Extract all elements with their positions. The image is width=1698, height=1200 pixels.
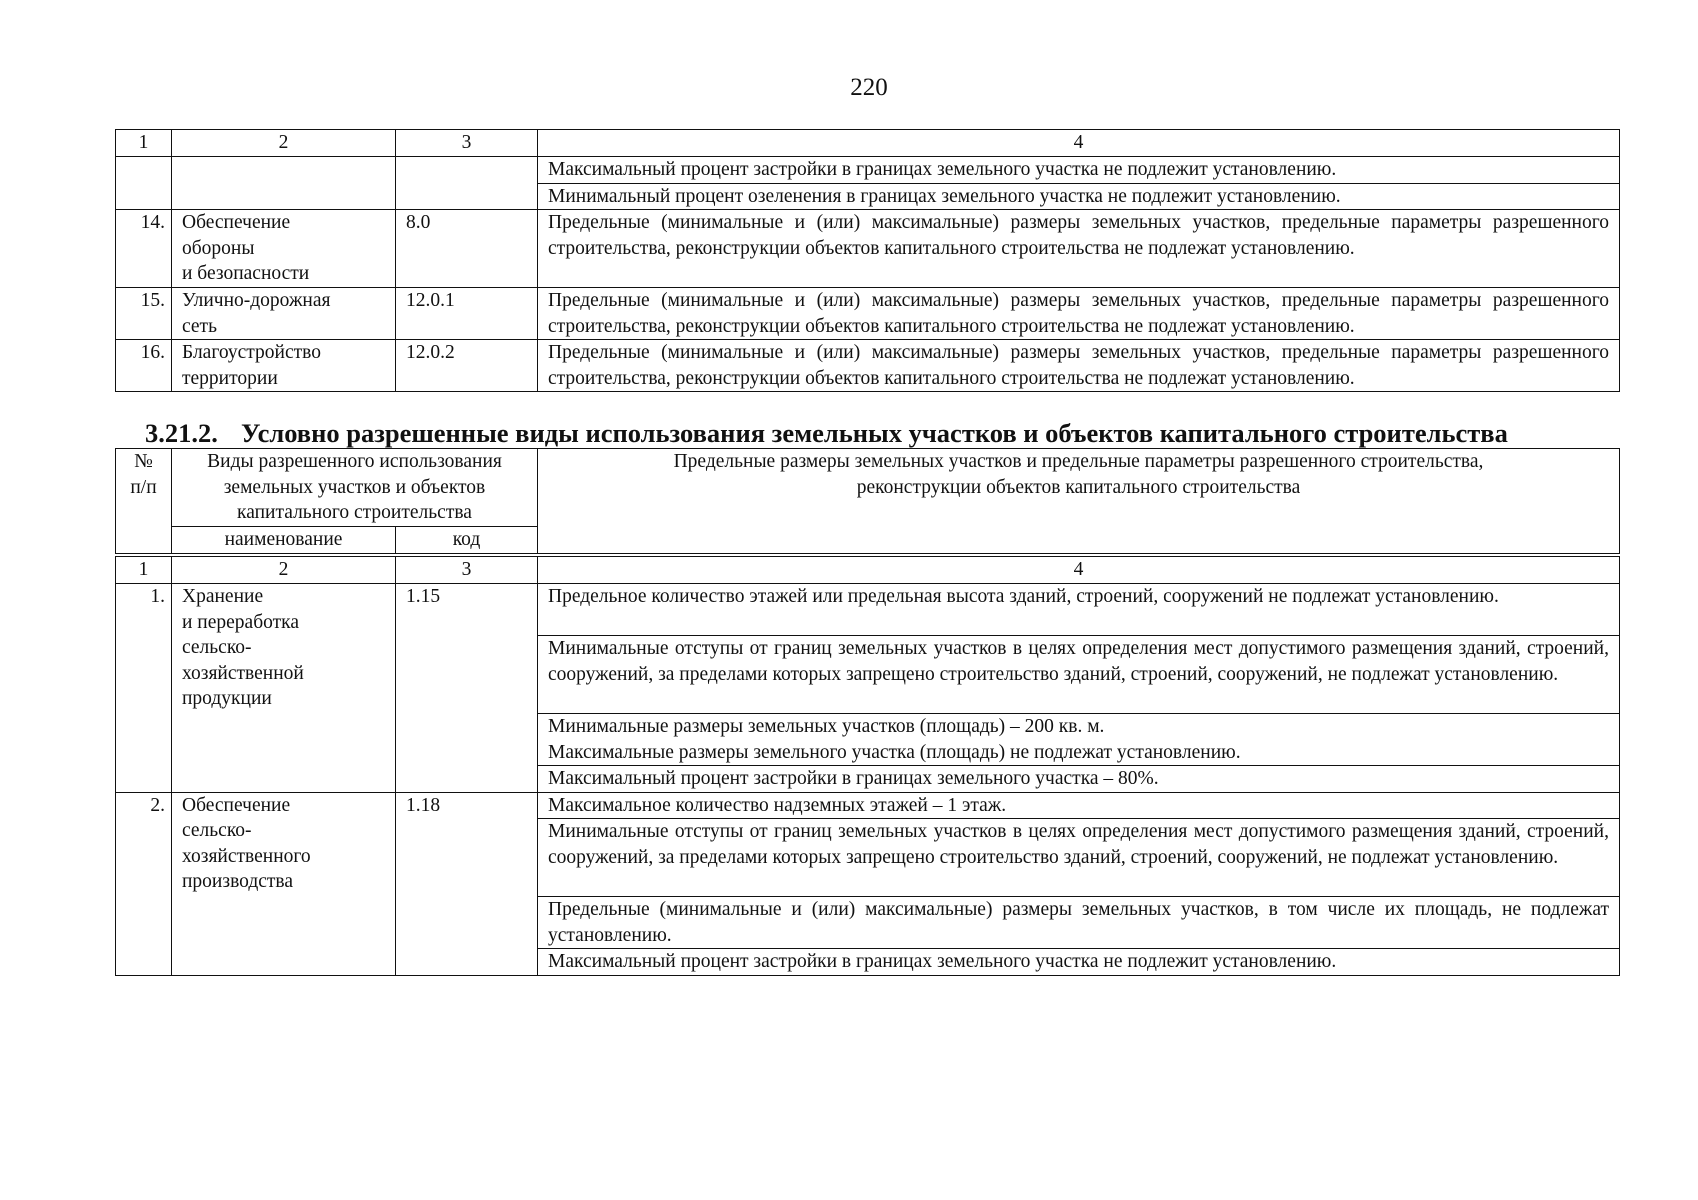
name-line: продукции	[182, 688, 272, 709]
section-heading	[145, 418, 1620, 448]
row-code: 1.15	[396, 584, 538, 793]
row-number: 15.	[116, 288, 172, 340]
table-row	[116, 288, 1620, 340]
row-number: 16.	[116, 340, 172, 392]
name-line: и переработка	[182, 611, 299, 633]
row-name	[172, 584, 396, 793]
param-cell: Предельные (минимальные и (или) максимальные) размеры земельных участков, в том числе их площадь, не подлежат установлению.	[538, 897, 1620, 949]
name-line: сельско-	[182, 637, 252, 658]
param-cell: Минимальный процент озеленения в границах земельного участка не подлежит установлению.	[538, 183, 1620, 210]
header-number	[116, 449, 172, 554]
table-row	[116, 792, 1620, 819]
col-header-1: 1	[116, 130, 172, 157]
param-cell: Максимальный процент застройки в границах земельного участка не подлежит установлению.	[538, 949, 1620, 976]
column-number-row	[116, 557, 1620, 584]
param-cell	[538, 714, 1620, 766]
name-line: Благоустройство	[182, 342, 321, 363]
param-cell: Предельные (минимальные и (или) максимальные) размеры земельных участков, предельные параметры разрешенного строительства, реконструкции объектов капитального строительства не подлежат установлению.	[538, 210, 1620, 288]
col-header-4: 4	[538, 557, 1620, 584]
header-line: №	[134, 451, 153, 472]
param-cell: Максимальный процент застройки в границах земельного участка – 80%.	[538, 766, 1620, 793]
param-line: Минимальные размеры земельных участков (площадь) – 200 кв. м.	[548, 716, 1105, 737]
table-row	[116, 340, 1620, 392]
name-line: Обеспечение	[182, 794, 291, 816]
col-header-3: 3	[396, 130, 538, 157]
row-number-cell	[116, 157, 172, 210]
col-header-3: 3	[396, 557, 538, 584]
param-cell: Минимальные отступы от границ земельных участков в целях определения мест допустимого размещения зданий, строений, сооружений, за пределами которых запрещено строительство зданий, строений, сооружений, не подлежат установлению.	[538, 636, 1620, 714]
row-name	[172, 340, 396, 392]
header-line: п/п	[130, 476, 157, 498]
row-code: 12.0.1	[396, 288, 538, 340]
table-row	[116, 210, 1620, 288]
name-line: обороны	[182, 237, 255, 259]
row-code-cell	[396, 157, 538, 210]
name-line: сельско-	[182, 820, 252, 841]
name-line: производства	[182, 871, 294, 892]
bottom-table-header	[115, 448, 1620, 554]
name-line: хозяйственного	[182, 845, 311, 867]
row-name	[172, 288, 396, 340]
header-line: Виды разрешенного использования	[207, 451, 502, 472]
table-row	[116, 157, 1620, 184]
name-line: Улично-дорожная	[182, 290, 331, 311]
row-number: 1.	[116, 584, 172, 793]
header-name: наименование	[172, 527, 396, 554]
name-line: хозяйственной	[182, 662, 304, 684]
param-cell: Предельные (минимальные и (или) максимальные) размеры земельных участков, предельные параметры разрешенного строительства, реконструкции объектов капитального строительства не подлежат установлению.	[538, 340, 1620, 392]
param-cell: Предельное количество этажей или предельная высота зданий, строений, сооружений не подлежат установлению.	[538, 584, 1620, 636]
param-cell: Максимальное количество надземных этажей – 1 этаж.	[538, 792, 1620, 819]
page-number: 220	[850, 74, 888, 101]
row-code: 1.18	[396, 792, 538, 975]
row-code: 8.0	[396, 210, 538, 288]
bottom-table	[115, 556, 1620, 976]
col-header-1: 1	[116, 557, 172, 584]
header-line: земельных участков и объектов	[223, 476, 486, 498]
param-line: Максимальные размеры земельного участка (площадь) не подлежат установлению.	[548, 741, 1241, 763]
row-number: 2.	[116, 792, 172, 975]
param-cell: Максимальный процент застройки в границах земельного участка не подлежит установлению.	[538, 157, 1620, 184]
name-line: Хранение	[182, 586, 264, 607]
row-name-cell	[172, 157, 396, 210]
section-title: Условно разрешенные виды использования земельных участков и объектов капитального строительства	[241, 418, 1508, 448]
section-number: 3.21.2.	[145, 418, 218, 448]
name-line: Обеспечение	[182, 212, 291, 233]
column-number-row	[116, 130, 1620, 157]
header-code: код	[396, 527, 538, 554]
name-line: сеть	[182, 315, 217, 337]
header-kinds	[172, 449, 538, 527]
col-header-2: 2	[172, 557, 396, 584]
col-header-4: 4	[538, 130, 1620, 157]
param-cell: Предельные (минимальные и (или) максимальные) размеры земельных участков, предельные параметры разрешенного строительства, реконструкции объектов капитального строительства не подлежат установлению.	[538, 288, 1620, 340]
row-name	[172, 792, 396, 975]
name-line: и безопасности	[182, 263, 310, 284]
param-cell: Минимальные отступы от границ земельных участков в целях определения мест допустимого размещения зданий, строений, сооружений, за пределами которых запрещено строительство зданий, строений, сооружений, не подлежат установлению.	[538, 819, 1620, 897]
row-name	[172, 210, 396, 288]
header-line: капитального строительства	[237, 502, 472, 523]
table-row	[116, 584, 1620, 636]
top-table	[115, 129, 1620, 392]
name-line: территории	[182, 367, 278, 389]
header-params	[538, 449, 1620, 554]
header-line: реконструкции объектов капитального строительства	[856, 476, 1301, 498]
col-header-2: 2	[172, 130, 396, 157]
row-number: 14.	[116, 210, 172, 288]
row-code: 12.0.2	[396, 340, 538, 392]
header-line: Предельные размеры земельных участков и предельные параметры разрешенного строительства,	[673, 451, 1484, 472]
